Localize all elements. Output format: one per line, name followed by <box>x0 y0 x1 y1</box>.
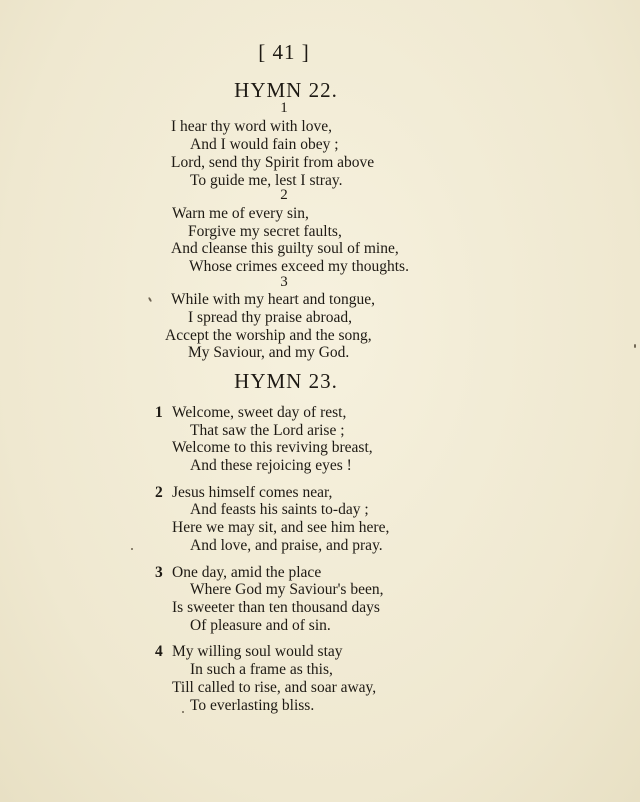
hymn-23-stanza-1-line-4: And these rejoicing eyes ! <box>190 457 352 474</box>
hymn-23-stanza-3-number: 3 <box>155 564 163 581</box>
hymn-23-title: HYMN 23. <box>234 369 338 393</box>
hymn-23-stanza-2-number: 2 <box>155 484 163 501</box>
hymn-23-stanza-4-line-3: Till called to rise, and soar away, <box>172 679 377 696</box>
hymn-23-stanza-2-line-1: Jesus himself comes near, <box>172 484 333 501</box>
hymn-23-stanza-3-line-2: Where God my Saviour's been, <box>190 581 384 598</box>
hymn-22-stanza-2-line-1: Warn me of every sin, <box>172 205 309 222</box>
hymn-23-stanza-4-line-1: My willing soul would stay <box>172 643 343 660</box>
hymn-22-stanza-3-line-4: My Saviour, and my God. <box>188 344 350 361</box>
hymn-23-stanza-2-line-3: Here we may sit, and see him here, <box>172 519 390 536</box>
hymn-23-stanza-4-number: 4 <box>155 643 163 660</box>
hymn-23-stanza-3-line-1: One day, amid the place <box>172 564 322 581</box>
hymn-23-stanza-3-line-3: Is sweeter than ten thousand days <box>172 599 380 616</box>
hymn-22-stanza-1-line-2: And I would fain obey ; <box>190 136 339 153</box>
hymn-22-title: HYMN 22. <box>234 78 338 102</box>
hymn-22-stanza-3-line-1: While with my heart and tongue, <box>171 291 376 308</box>
hymn-22-stanza-1-line-3: Lord, send thy Spirit from above <box>171 154 375 171</box>
hymn-22-stanza-2-number: 2 <box>280 187 288 203</box>
hymn-23-stanza-1-line-2: That saw the Lord arise ; <box>190 422 345 439</box>
hymn-22-stanza-2-line-4: Whose crimes exceed my thoughts. <box>189 258 409 275</box>
hymn-23-stanza-1-number: 1 <box>155 404 163 421</box>
hymn-22-stanza-3-line-2: I spread thy praise abroad, <box>188 309 352 326</box>
paper-speck <box>131 548 133 550</box>
hymn-22-stanza-3-number: 3 <box>280 274 288 290</box>
hymn-22-stanza-2-line-2: Forgive my secret faults, <box>188 223 342 240</box>
page-number: [ 41 ] <box>258 40 310 64</box>
hymn-23-stanza-2-line-4: And love, and praise, and pray. <box>190 537 383 554</box>
hymn-22-stanza-1-line-1: I hear thy word with love, <box>171 118 332 135</box>
hymn-23-stanza-3-line-4: Of pleasure and of sin. <box>190 617 331 634</box>
hymn-23-stanza-1-line-3: Welcome to this reviving breast, <box>172 439 373 456</box>
paper-speck <box>148 297 152 302</box>
hymn-23-stanza-2-line-2: And feasts his saints to-day ; <box>190 501 369 518</box>
hymn-23-stanza-4-line-2: In such a frame as this, <box>190 661 333 678</box>
hymn-22-stanza-1-line-4: To guide me, lest I stray. <box>190 172 343 189</box>
paper-speck <box>634 344 636 348</box>
hymn-23-stanza-4-line-4: To everlasting bliss. <box>190 697 315 714</box>
hymn-22-stanza-3-line-3: Accept the worship and the song, <box>165 327 372 344</box>
hymn-23-stanza-1-line-1: Welcome, sweet day of rest, <box>172 404 347 421</box>
paper-speck <box>182 711 184 713</box>
hymn-22-stanza-2-line-3: And cleanse this guilty soul of mine, <box>171 240 399 257</box>
hymn-22-stanza-1-number: 1 <box>280 100 288 116</box>
